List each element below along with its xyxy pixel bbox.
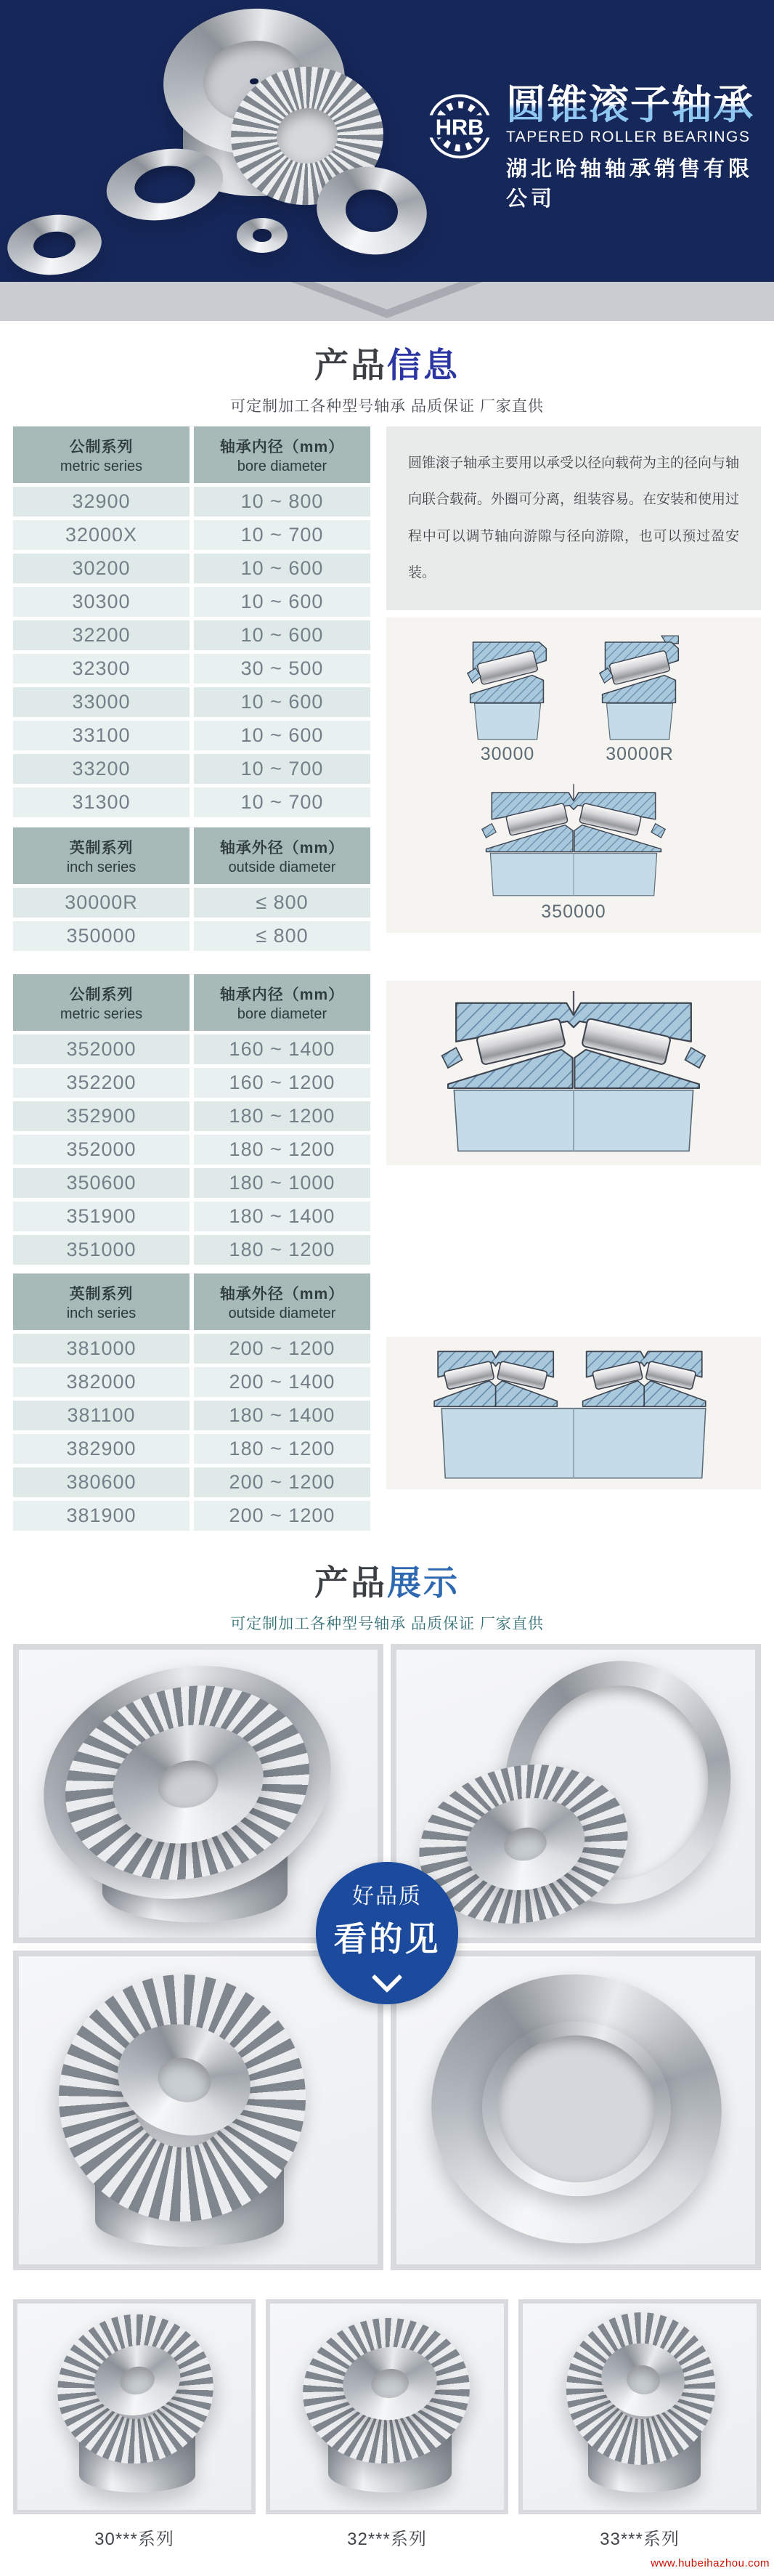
metric-series-table-2 bbox=[13, 974, 370, 1265]
bearing-bore bbox=[624, 2362, 661, 2397]
table-row bbox=[13, 587, 370, 617]
series-cell: 32200 bbox=[13, 620, 190, 650]
table-row bbox=[13, 1068, 370, 1098]
series-cell: 381000 bbox=[13, 1334, 190, 1364]
bearing-photo-graphic bbox=[396, 1650, 755, 1937]
table-row bbox=[13, 1401, 370, 1430]
bearing-photo-graphic bbox=[19, 1956, 378, 2264]
series-cell: 32900 bbox=[13, 487, 190, 517]
value-cell: 180 ~ 1200 bbox=[194, 1135, 370, 1165]
series-cell: 381900 bbox=[13, 1501, 190, 1531]
table-row bbox=[13, 520, 370, 550]
value-cell: ≤ 800 bbox=[194, 888, 370, 918]
info-grid bbox=[13, 426, 761, 1534]
value-cell: 10 ~ 600 bbox=[194, 687, 370, 717]
product-photo-grid bbox=[13, 1644, 761, 2270]
bearing-bore bbox=[131, 161, 198, 208]
bearing-photo-graphic bbox=[396, 1956, 755, 2264]
column-header: 轴承外径（mm） outside diameter bbox=[194, 827, 370, 884]
table-row bbox=[13, 1034, 370, 1064]
value-cell: 10 ~ 600 bbox=[194, 721, 370, 750]
series-photo-32 bbox=[266, 2299, 508, 2514]
value-cell: 180 ~ 1200 bbox=[194, 1434, 370, 1464]
series-cell: 30200 bbox=[13, 554, 190, 583]
column-header: 英制系列 inch series bbox=[13, 1273, 190, 1330]
table-row bbox=[13, 1501, 370, 1531]
info-right-column bbox=[386, 426, 761, 1489]
series-cell: 30300 bbox=[13, 587, 190, 617]
value-cell: 10 ~ 700 bbox=[194, 787, 370, 817]
series-cell: 381100 bbox=[13, 1401, 190, 1430]
table-row bbox=[13, 1135, 370, 1165]
single-row-diagrams bbox=[386, 635, 761, 765]
product-photo-3 bbox=[13, 1951, 383, 2270]
section-subtitle-info: 可定制加工各种型号轴承 品质保证 厂家直供 bbox=[230, 398, 544, 415]
series-cell: 33000 bbox=[13, 687, 190, 717]
diagram-30000 bbox=[462, 635, 553, 765]
brand-block bbox=[425, 84, 774, 212]
title-prefix: 产品 bbox=[314, 346, 387, 384]
badge-line2: 看的见 bbox=[333, 1920, 441, 1958]
series-cell: 33100 bbox=[13, 721, 190, 750]
diagram-30000R bbox=[594, 635, 685, 765]
display-section-head bbox=[0, 1534, 774, 1644]
column-header: 轴承内径（mm） bore diameter bbox=[194, 974, 370, 1031]
series-cell: 382900 bbox=[13, 1434, 190, 1464]
table-row bbox=[13, 1202, 370, 1231]
double-row-cross-section bbox=[428, 991, 719, 1155]
table-row bbox=[13, 787, 370, 817]
bearing-bore bbox=[152, 2052, 216, 2108]
value-cell: 160 ~ 1200 bbox=[194, 1068, 370, 1098]
arrow-down-inner bbox=[314, 282, 460, 309]
series-label: 33***系列 bbox=[600, 2530, 680, 2549]
series-cell: 352900 bbox=[13, 1101, 190, 1131]
bearing-bore bbox=[274, 105, 340, 166]
bearing-bore bbox=[117, 2362, 158, 2397]
table-row bbox=[13, 1334, 370, 1364]
table-row bbox=[13, 620, 370, 650]
title-prefix: 产品 bbox=[314, 1563, 387, 1602]
series-cell: 350600 bbox=[13, 1168, 190, 1198]
diagram-panel-four-row bbox=[386, 1337, 761, 1489]
series-label: 30***系列 bbox=[94, 2530, 174, 2549]
hrb-logo bbox=[425, 92, 494, 161]
series-cell: 32000X bbox=[13, 520, 190, 550]
section-divider bbox=[0, 282, 774, 321]
value-cell: ≤ 800 bbox=[194, 921, 370, 951]
bearing-photo-graphic bbox=[19, 1650, 378, 1937]
value-cell: 180 ~ 1200 bbox=[194, 1235, 370, 1265]
series-cell: 351000 bbox=[13, 1235, 190, 1265]
series-cell: 350000 bbox=[13, 921, 190, 951]
bearing-bore bbox=[343, 186, 401, 235]
info-section bbox=[0, 321, 774, 1534]
title-accent: 展示 bbox=[387, 1563, 460, 1602]
page-footer bbox=[0, 2550, 774, 2576]
metric-series-table-1 bbox=[13, 426, 370, 817]
table-row bbox=[13, 1467, 370, 1497]
series-cell: 352000 bbox=[13, 1034, 190, 1064]
series-photo-30 bbox=[13, 2299, 256, 2514]
column-header: 英制系列 inch series bbox=[13, 827, 190, 884]
table-row bbox=[13, 487, 370, 517]
value-cell: 10 ~ 600 bbox=[194, 587, 370, 617]
bearing-ring-graphic bbox=[4, 210, 105, 279]
series-cell: 352000 bbox=[13, 1135, 190, 1165]
value-cell: 10 ~ 600 bbox=[194, 620, 370, 650]
value-cell: 10 ~ 800 bbox=[194, 487, 370, 517]
series-cell: 382000 bbox=[13, 1367, 190, 1397]
column-header: 公制系列 metric series bbox=[13, 426, 190, 483]
badge-line1: 好品质 bbox=[352, 1884, 422, 1908]
diagram-label: 30000 bbox=[480, 744, 535, 765]
brand-text bbox=[506, 84, 774, 212]
section-title-info bbox=[0, 339, 774, 387]
inch-series-table-1 bbox=[13, 827, 370, 951]
diagram-label: 30000R bbox=[606, 744, 674, 765]
display-section bbox=[0, 1534, 774, 2550]
series-label: 32***系列 bbox=[347, 2530, 427, 2549]
value-cell: 200 ~ 1200 bbox=[194, 1334, 370, 1364]
series-tables-column bbox=[13, 426, 370, 1534]
value-cell: 160 ~ 1400 bbox=[194, 1034, 370, 1064]
product-description: 圆锥滚子轴承主要用以承受以径向载荷为主的径向与轴向联合载荷。外圈可分离，组装容易。在安装和使用过程中可以调节轴向游隙与径向游隙，也可以预过盈安装。 bbox=[386, 426, 761, 610]
bearing-photo-graphic bbox=[523, 2304, 757, 2510]
series-cell: 352200 bbox=[13, 1068, 190, 1098]
bearing-bore bbox=[370, 2367, 410, 2399]
bearing-bore bbox=[153, 1754, 224, 1814]
watermark: www.hubeihazhou.com bbox=[651, 2557, 770, 2569]
chevron-down-icon bbox=[372, 1962, 402, 1993]
diagram-panel-single-rows bbox=[386, 617, 761, 933]
table-row bbox=[13, 687, 370, 717]
diagram-panel-double-row bbox=[386, 981, 761, 1165]
value-cell: 10 ~ 700 bbox=[194, 754, 370, 784]
series-cell: 351900 bbox=[13, 1202, 190, 1231]
series-photo-33 bbox=[518, 2299, 761, 2514]
quality-badge bbox=[316, 1862, 458, 2004]
column-header: 公制系列 metric series bbox=[13, 974, 190, 1031]
table-row bbox=[13, 654, 370, 684]
table-row bbox=[13, 888, 370, 918]
table-row bbox=[13, 1434, 370, 1464]
series-cell: 30000R bbox=[13, 888, 190, 918]
table-row bbox=[13, 554, 370, 583]
section-subtitle-display: 可定制加工各种型号轴承 品质保证 厂家直供 bbox=[230, 1616, 544, 1632]
column-header: 轴承外径（mm） outside diameter bbox=[194, 1273, 370, 1330]
table-row bbox=[13, 754, 370, 784]
title-accent: 信息 bbox=[387, 346, 460, 384]
value-cell: 30 ~ 500 bbox=[194, 654, 370, 684]
table-row bbox=[13, 921, 370, 951]
bearing-bore bbox=[33, 230, 77, 260]
value-cell: 200 ~ 1400 bbox=[194, 1367, 370, 1397]
column-header: 轴承内径（mm） bore diameter bbox=[194, 426, 370, 483]
series-labels bbox=[13, 2524, 761, 2550]
inch-series-table-2 bbox=[13, 1273, 370, 1531]
table-row bbox=[13, 721, 370, 750]
series-cell: 33200 bbox=[13, 754, 190, 784]
svg-text:HRB: HRB bbox=[435, 114, 484, 140]
bearing-ring-graphic bbox=[237, 218, 288, 253]
diagram-350000 bbox=[475, 784, 672, 923]
value-cell: 200 ~ 1200 bbox=[194, 1501, 370, 1531]
series-cell: 380600 bbox=[13, 1467, 190, 1497]
four-row-cross-section bbox=[427, 1344, 720, 1482]
banner bbox=[0, 0, 774, 282]
table-row bbox=[13, 1101, 370, 1131]
value-cell: 180 ~ 1400 bbox=[194, 1401, 370, 1430]
series-photo-strip bbox=[13, 2299, 761, 2514]
bearing-bore bbox=[253, 229, 271, 241]
bearing-bore bbox=[501, 1823, 550, 1864]
series-cell: 31300 bbox=[13, 787, 190, 817]
product-photo-4 bbox=[391, 1951, 761, 2270]
value-cell: 180 ~ 1200 bbox=[194, 1101, 370, 1131]
bearing-bore bbox=[490, 2028, 663, 2190]
info-section-head bbox=[0, 321, 774, 426]
table-row bbox=[13, 1235, 370, 1265]
value-cell: 180 ~ 1000 bbox=[194, 1168, 370, 1198]
value-cell: 180 ~ 1400 bbox=[194, 1202, 370, 1231]
table-row bbox=[13, 1168, 370, 1198]
bearing-photo-graphic bbox=[17, 2304, 251, 2510]
brand-title: 圆锥滚子轴承 bbox=[506, 84, 774, 126]
diagram-label: 350000 bbox=[541, 902, 606, 923]
table-row bbox=[13, 1367, 370, 1397]
section-title-display bbox=[0, 1556, 774, 1605]
value-cell: 200 ~ 1200 bbox=[194, 1467, 370, 1497]
bearing-photo-graphic bbox=[270, 2304, 504, 2510]
value-cell: 10 ~ 700 bbox=[194, 520, 370, 550]
company-name: 湖北哈轴轴承销售有限公司 bbox=[506, 157, 754, 211]
series-cell: 32300 bbox=[13, 654, 190, 684]
brand-subtitle: TAPERED ROLLER BEARINGS bbox=[506, 128, 751, 145]
value-cell: 10 ~ 600 bbox=[194, 554, 370, 583]
